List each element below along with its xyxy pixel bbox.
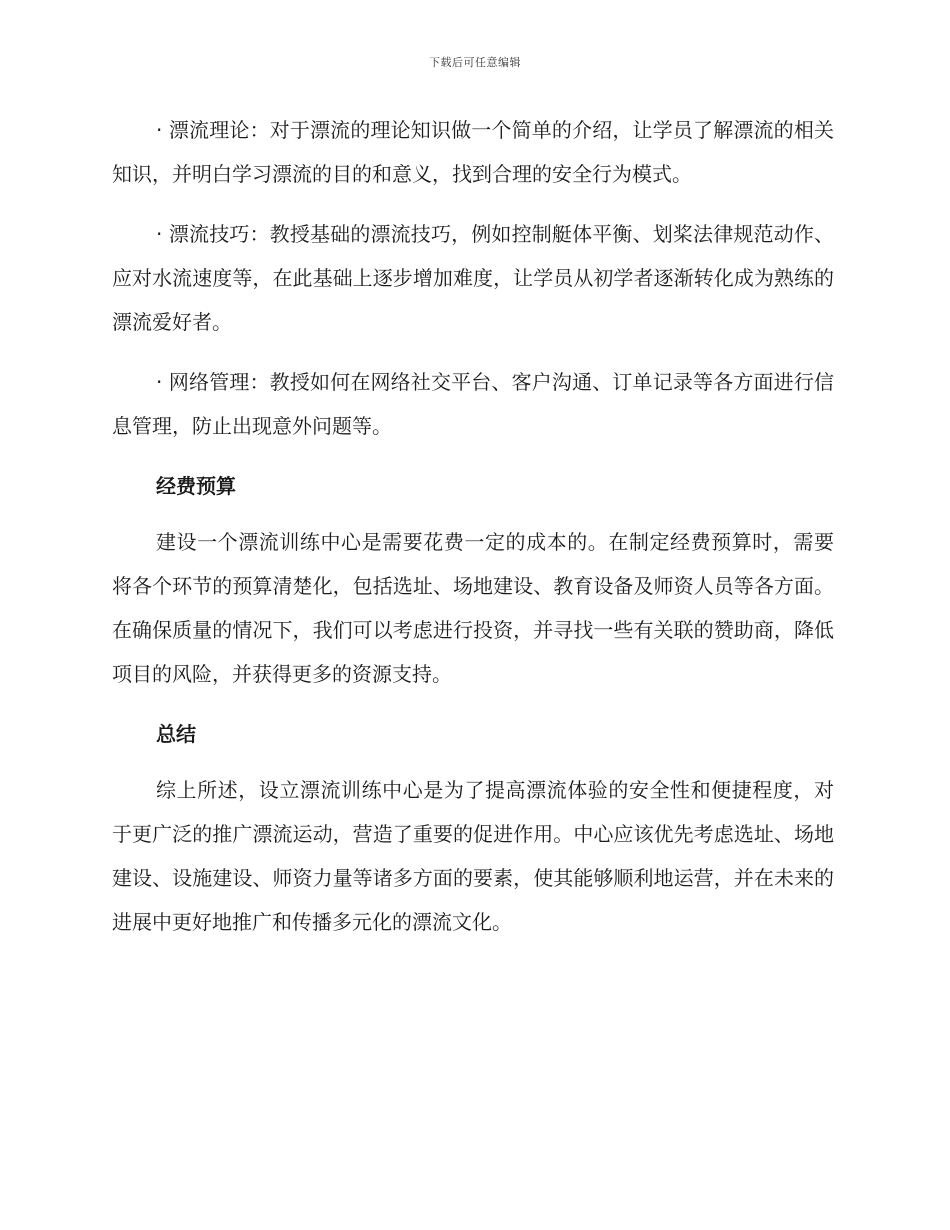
page-header-note: 下载后可任意编辑 bbox=[429, 56, 521, 69]
bullet-paragraph-skills: · 漂流技巧：教授基础的漂流技巧，例如控制艇体平衡、划桨法律规范动作、应对水流速度等，在此基础上逐步增加难度，让学员从初学者逐渐转化成为熟练的漂流爱好者。 bbox=[112, 222, 834, 334]
bullet-paragraph-theory: · 漂流理论：对于漂流的理论知识做一个简单的介绍，让学员了解漂流的相关知识，并明白学习漂流的目的和意义，找到合理的安全行为模式。 bbox=[112, 118, 834, 186]
paragraph-budget: 建设一个漂流训练中心是需要花费一定的成本的。在制定经费预算时，需要将各个环节的预算清楚化，包括选址、场地建设、教育设备及师资人员等各方面。在确保质量的情况下，我们可以考虑进行投资，并寻找一些有关联的赞助商，降低项目的风险，并获得更多的资源支持。 bbox=[112, 530, 834, 686]
document-body bbox=[112, 108, 834, 960]
section-heading-budget: 经费预算 bbox=[156, 474, 236, 498]
paragraph-summary: 综上所述，设立漂流训练中心是为了提高漂流体验的安全性和便捷程度，对于更广泛的推广漂流运动，营造了重要的促进作用。中心应该优先考虑选址、场地建设、设施建设、师资力量等诸多方面的要素，使其能够顺利地运营，并在未来的进展中更好地推广和传播多元化的漂流文化。 bbox=[112, 778, 834, 934]
section-heading-summary: 总结 bbox=[156, 722, 196, 746]
bullet-paragraph-network: · 网络管理：教授如何在网络社交平台、客户沟通、订单记录等各方面进行信息管理，防止出现意外问题等。 bbox=[112, 370, 834, 438]
